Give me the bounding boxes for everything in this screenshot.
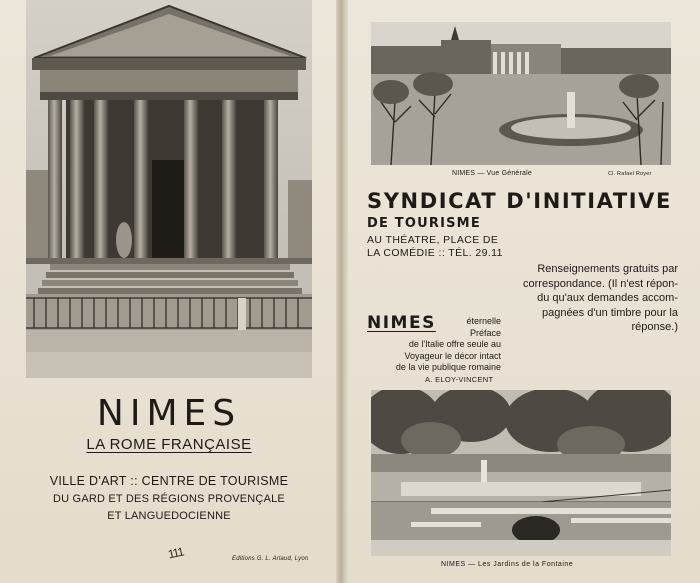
info-line: correspondance. (Il n'est répon- [523,277,678,290]
quote-line: Voyageur le décor intact [404,350,501,361]
info-line: pagnées d'un timbre pour la [541,306,678,319]
quote-line: de l'Italie offre seule au [408,339,501,349]
quote-title-nimes: NIMES [367,313,436,333]
address-line: LA COMÉDIE :: TÉL. 29.11 [367,247,503,259]
info-line: Renseignements gratuits par [537,263,678,275]
quote-line: Préface [469,327,501,338]
quote-line: de la vie publique romaine [395,362,501,372]
subtitle-rome-francaise: LA ROME FRANÇAISE [86,436,252,453]
temple-photo [26,0,312,378]
tagline-languedocienne: ET LANGUEDOCIENNE [107,510,231,522]
tagline-gard: DU GARD ET DES RÉGIONS PROVENÇALE [53,493,285,505]
tagline-ville-art: VILLE D'ART :: CENTRE DE TOURISME [49,474,289,488]
photo-credit: Cl. Rafael Royer [608,171,652,177]
info-line: du qu'aux demandes accom- [537,292,678,304]
vue-generale-photo [371,22,671,165]
info-line: réponse.) [631,321,678,333]
address-line: AU THÉATRE, PLACE DE [367,234,499,246]
quote-author: A. ELOY-VINCENT [425,375,494,384]
pen-mark: 111 [166,544,185,562]
editor-credit: Editions G. L. Arlaud, Lyon [232,556,309,562]
syndicat-subtitle: DE TOURISME [367,216,481,231]
title-nimes: NIMES [96,393,242,434]
vue-generale-caption: NIMES — Vue Générale [452,170,532,177]
page-fold [336,0,348,583]
syndicat-title: SYNDICAT D'INITIATIVE [367,189,672,213]
jardins-fontaine-photo [371,390,671,556]
syndicat-address [367,234,517,260]
jardins-caption: NIMES — Les Jardins de la Fontaine [441,561,574,568]
quote-text [367,316,501,374]
quote-line: éternelle [466,316,501,326]
